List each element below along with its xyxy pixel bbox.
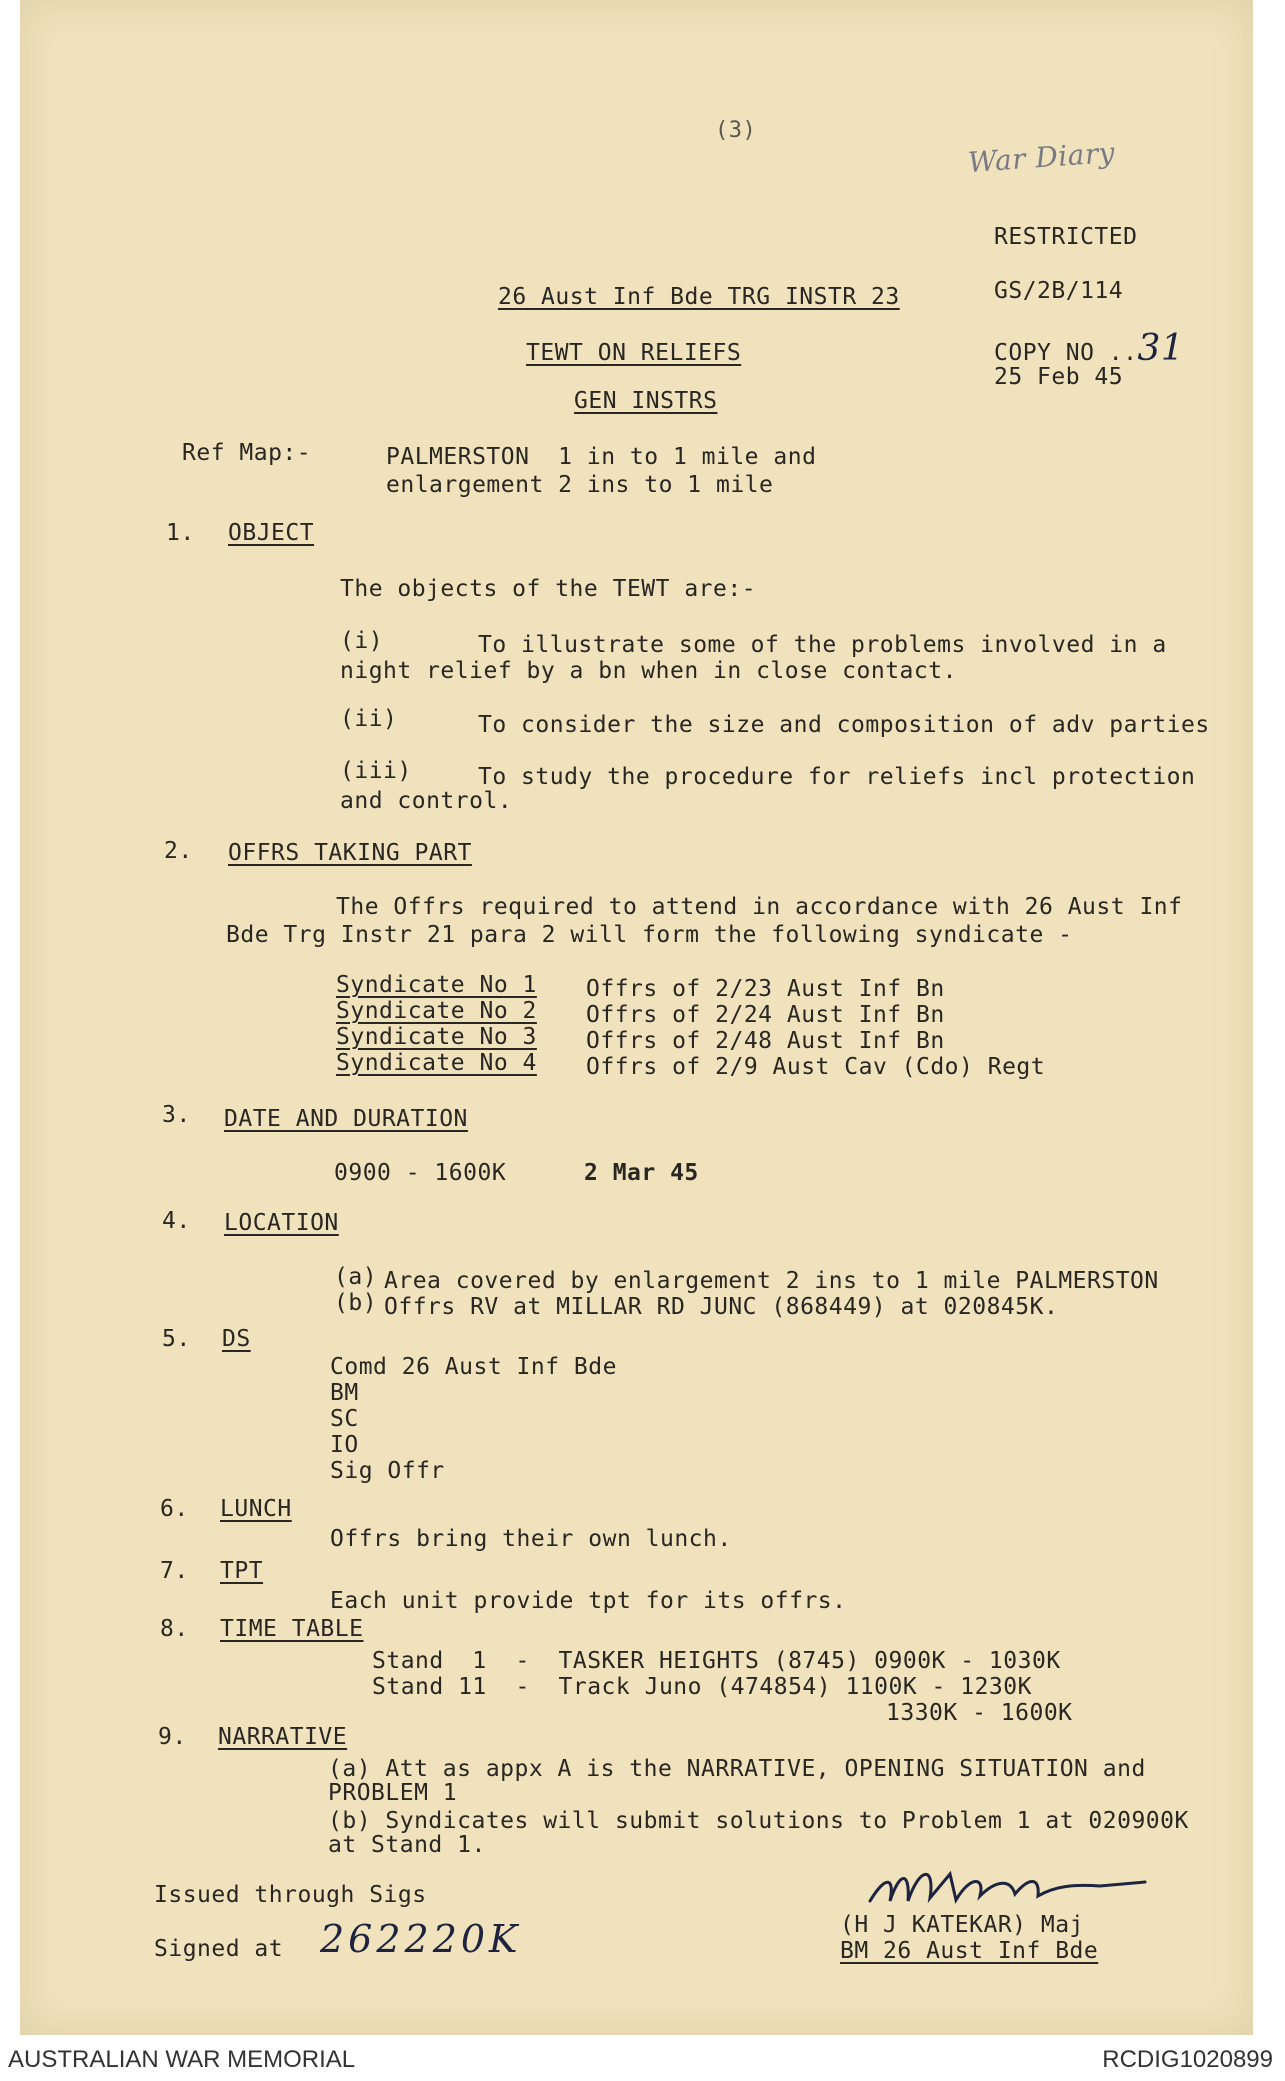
ds-item: Comd 26 Aust Inf Bde: [330, 1354, 617, 1380]
syndicate-name: Syndicate No 3: [336, 1024, 537, 1050]
paragraph: PROBLEM 1: [328, 1780, 458, 1806]
item-number: (i): [340, 628, 384, 654]
ref-map-line-2: enlargement 2 ins to 1 mile: [386, 472, 774, 498]
item-number: (iii): [340, 758, 412, 784]
signed-at-label: Signed at: [154, 1936, 284, 1962]
document-subtitle: TEWT ON RELIEFS: [526, 340, 742, 366]
archive-name: AUSTRALIAN WAR MEMORIAL: [8, 2046, 356, 2073]
paragraph: Offrs RV at MILLAR RD JUNC (868449) at 020845K.: [384, 1294, 1059, 1320]
section-heading: LUNCH: [220, 1496, 292, 1522]
paragraph: (a) Att as appx A is the NARRATIVE, OPENING SITUATION and: [328, 1756, 1146, 1782]
paragraph: at Stand 1.: [328, 1832, 486, 1858]
section-number: 7.: [160, 1558, 189, 1584]
section-number: 4.: [162, 1208, 191, 1234]
paragraph: night relief by a bn when in close contact.: [340, 658, 957, 684]
copy-number-handwritten: 31: [1137, 328, 1185, 369]
section-number: 9.: [158, 1724, 187, 1750]
document-page: [20, 0, 1253, 2035]
classification: RESTRICTED: [994, 224, 1138, 250]
syndicate-unit: Offrs of 2/9 Aust Cav (Cdo) Regt: [586, 1054, 1046, 1080]
section-heading: NARRATIVE: [218, 1724, 348, 1750]
paragraph: Area covered by enlargement 2 ins to 1 mile PALMERSTON: [384, 1268, 1159, 1294]
syndicate-name: Syndicate No 2: [336, 998, 537, 1024]
section-number: 2.: [164, 838, 193, 864]
syndicate-name: Syndicate No 1: [336, 972, 537, 998]
timetable-row: 1330K - 1600K: [886, 1700, 1073, 1726]
section-heading: TIME TABLE: [220, 1616, 364, 1642]
ds-item: IO: [330, 1432, 359, 1458]
paragraph: The objects of the TEWT are:-: [340, 576, 757, 602]
ref-map-line-1: PALMERSTON 1 in to 1 mile and: [386, 444, 817, 470]
handwritten-note: War Diary: [966, 135, 1117, 180]
syndicate-unit: Offrs of 2/24 Aust Inf Bn: [586, 1002, 945, 1028]
signatory-name: (H J KATEKAR) Maj: [840, 1912, 1084, 1938]
section-heading: DATE AND DURATION: [224, 1106, 468, 1132]
syndicate-unit: Offrs of 2/23 Aust Inf Bn: [586, 976, 945, 1002]
paragraph: Bde Trg Instr 21 para 2 will form the following syndicate -: [226, 922, 1073, 948]
section-heading: OFFRS TAKING PART: [228, 840, 472, 866]
file-reference: GS/2B/114: [994, 278, 1124, 304]
signed-at-time: 262220K: [320, 1917, 522, 1961]
paragraph: The Offrs required to attend in accordance with 26 Aust Inf: [336, 894, 1183, 920]
section-heading: OBJECT: [228, 520, 315, 546]
document-title: 26 Aust Inf Bde TRG INSTR 23: [498, 284, 900, 310]
item-number: (a): [334, 1264, 378, 1290]
ds-item: SC: [330, 1406, 359, 1432]
duration-time: 0900 - 1600K: [334, 1160, 507, 1186]
paragraph: To illustrate some of the problems involved in a: [478, 632, 1167, 658]
timetable-row: Stand 11 - Track Juno (474854) 1100K - 1230K: [372, 1674, 1032, 1700]
item-number: (ii): [340, 706, 398, 732]
paragraph: To consider the size and composition of adv parties: [478, 712, 1210, 738]
timetable-row: Stand 1 - TASKER HEIGHTS (8745) 0900K - 1030K: [372, 1648, 1061, 1674]
archive-footer: [0, 2036, 1285, 2081]
copy-number-label: COPY NO ..: [994, 340, 1138, 366]
item-number: (b): [334, 1290, 378, 1316]
paragraph: To study the procedure for reliefs incl protection: [478, 764, 1196, 790]
archive-id: RCDIG1020899: [1102, 2046, 1273, 2073]
page-number: (3): [715, 118, 757, 143]
section-heading: DS: [222, 1326, 251, 1352]
paragraph: Each unit provide tpt for its offrs.: [330, 1588, 847, 1614]
paragraph: and control.: [340, 788, 513, 814]
section-heading: LOCATION: [224, 1210, 339, 1236]
section-heading: TPT: [220, 1558, 264, 1584]
section-number: 5.: [162, 1326, 191, 1352]
ref-map-label: Ref Map:-: [182, 440, 312, 466]
syndicate-name: Syndicate No 4: [336, 1050, 537, 1076]
duration-date: 2 Mar 45: [584, 1160, 699, 1186]
signature: [860, 1856, 1160, 1916]
issued-through: Issued through Sigs: [154, 1882, 427, 1908]
section-number: 3.: [162, 1102, 191, 1128]
section-number: 1.: [166, 520, 195, 546]
ds-item: BM: [330, 1380, 359, 1406]
ds-item: Sig Offr: [330, 1458, 445, 1484]
signatory-title: BM 26 Aust Inf Bde: [840, 1938, 1099, 1964]
document-date: 25 Feb 45: [994, 364, 1124, 390]
document-subtitle-2: GEN INSTRS: [574, 388, 718, 414]
section-number: 6.: [160, 1496, 189, 1522]
syndicate-unit: Offrs of 2/48 Aust Inf Bn: [586, 1028, 945, 1054]
paragraph: Offrs bring their own lunch.: [330, 1526, 732, 1552]
paragraph: (b) Syndicates will submit solutions to Problem 1 at 020900K: [328, 1808, 1189, 1834]
section-number: 8.: [160, 1616, 189, 1642]
